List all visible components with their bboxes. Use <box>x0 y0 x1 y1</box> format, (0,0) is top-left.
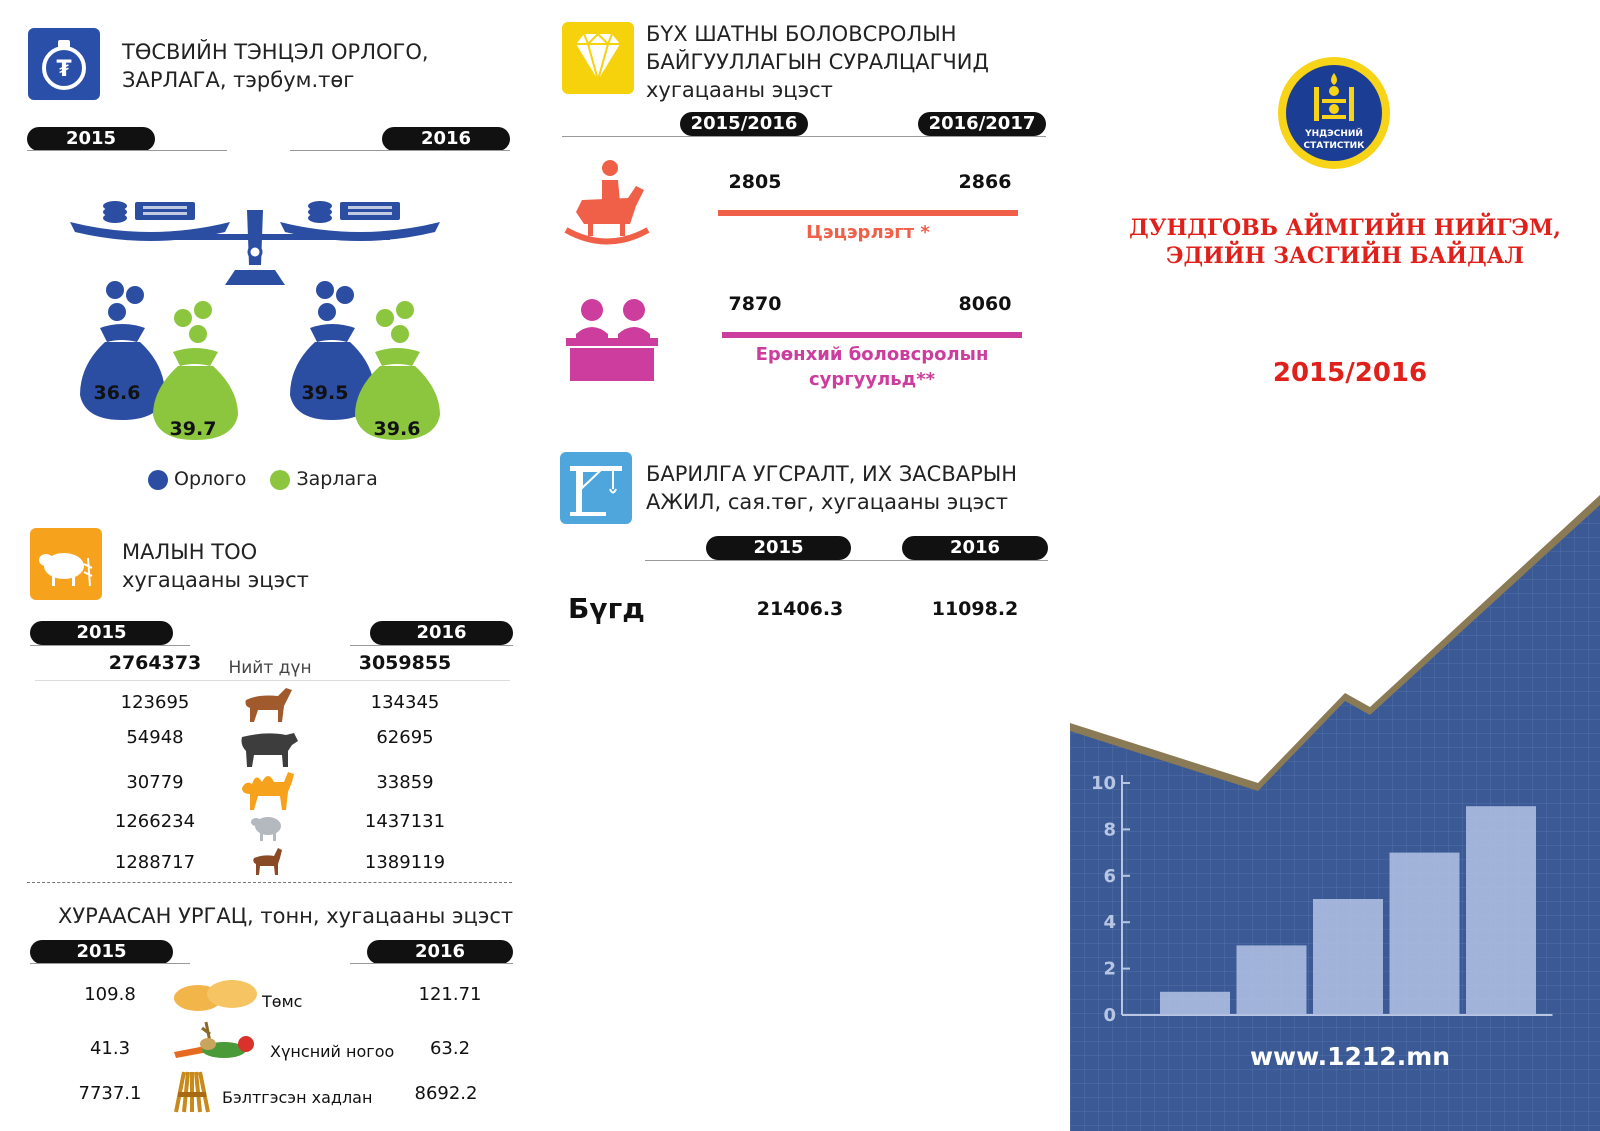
sheep-value-2016: 1437131 <box>364 811 446 832</box>
harvest-rule-left <box>30 963 190 964</box>
soyombo-icon <box>1308 71 1360 123</box>
cattle-icon <box>236 727 302 769</box>
livestock-rule-right <box>350 645 513 646</box>
livestock-year-2015: 2015 <box>30 621 173 645</box>
camel-icon <box>238 766 300 812</box>
potato-value-2016: 121.71 <box>418 984 482 1005</box>
cover-title-line1: ДУНДГОВЬ АЙМГИЙН НИЙГЭМ, <box>1129 215 1561 241</box>
livestock-total-label: Нийт дүн <box>228 658 312 678</box>
construction-section-icon <box>560 452 632 524</box>
goat-icon <box>250 846 286 876</box>
income-value-2016: 39.5 <box>301 382 349 404</box>
livestock-title-line1: МАЛЫН ТОО <box>122 540 258 564</box>
cover-chart-panel <box>1070 495 1600 1131</box>
cover-title <box>1090 214 1600 270</box>
cover-website[interactable]: www.1212.mn <box>1249 1042 1451 1071</box>
livestock-dashed-divider <box>27 882 512 883</box>
logo-text-line2: СТАТИСТИК <box>1303 141 1365 151</box>
expense-value-2015: 39.7 <box>169 418 217 440</box>
kindergarten-value-2: 2866 <box>958 171 1012 193</box>
livestock-total-rule <box>35 680 510 681</box>
education-year-2: 2016/2017 <box>918 112 1046 136</box>
potato-value-2015: 109.8 <box>84 984 136 1005</box>
budget-year-2016: 2016 <box>382 127 510 151</box>
cattle-value-2016: 62695 <box>376 727 434 748</box>
sheep-icon <box>250 812 286 842</box>
budget-title-line2: ЗАРЛАГА, тэрбум.төг <box>122 68 355 92</box>
school-label <box>722 342 1022 392</box>
hay-label: Бэлтгэсэн хадлан <box>222 1088 373 1107</box>
livestock-title-line2: хугацааны эцэст <box>122 568 309 592</box>
construction-row-label: Бүгд <box>568 592 645 625</box>
education-title-line2: БАЙГУУЛЛАГЫН СУРАЛЦАГЧИД <box>646 50 989 74</box>
horse-value-2015: 123695 <box>120 692 190 713</box>
sheep-value-2015: 1266234 <box>114 811 196 832</box>
construction-rule <box>645 560 1048 561</box>
hay-icon <box>170 1068 214 1114</box>
school-bar <box>722 332 1022 338</box>
legend-expense-label: Зарлага <box>296 468 378 490</box>
education-title <box>646 20 989 104</box>
budget-rule-right <box>290 150 510 151</box>
goat-value-2015: 1288717 <box>114 852 196 873</box>
income-value-2015: 36.6 <box>93 382 141 404</box>
chart-bar <box>1237 945 1307 1015</box>
chart-y-tick-label: 6 <box>1103 865 1116 887</box>
kindergarten-bar <box>718 210 1018 216</box>
svg-text:₮: ₮ <box>56 57 72 82</box>
budget-rule-left <box>27 150 227 151</box>
potato-icon <box>172 976 260 1014</box>
budget-title <box>122 38 429 94</box>
education-section-icon <box>562 22 634 94</box>
school-label-line2: сургуульд** <box>808 369 936 390</box>
livestock-total-2015: 2764373 <box>108 652 202 674</box>
expense-legend-icon <box>270 470 290 490</box>
construction-title-line1: БАРИЛГА УГСРАЛТ, ИХ ЗАСВАРЫН <box>646 462 1018 486</box>
camel-value-2016: 33859 <box>376 772 434 793</box>
horse-value-2016: 134345 <box>370 692 440 713</box>
livestock-total-2016: 3059855 <box>358 652 452 674</box>
school-value-1: 7870 <box>728 293 782 315</box>
budget-legend <box>148 468 378 490</box>
chart-y-tick-label: 4 <box>1103 912 1116 934</box>
vegetables-icon <box>166 1014 260 1064</box>
chart-bar <box>1466 806 1536 1015</box>
cover-period: 2015/2016 <box>1272 358 1428 388</box>
construction-value-2015: 21406.3 <box>756 598 844 620</box>
potato-label: Төмс <box>262 992 303 1011</box>
education-year-1: 2015/2016 <box>680 112 808 136</box>
education-rule <box>562 136 1046 137</box>
chart-bar <box>1390 853 1460 1015</box>
horse-icon <box>238 684 300 724</box>
school-label-line1: Ерөнхий боловсролын <box>755 344 989 365</box>
budget-year-2015: 2015 <box>27 127 155 151</box>
education-title-line3: хугацааны эцэст <box>646 78 833 102</box>
budget-section-icon <box>28 28 100 100</box>
cattle-value-2015: 54948 <box>126 727 184 748</box>
harvest-year-2015: 2015 <box>30 940 173 964</box>
construction-title <box>646 460 1017 516</box>
harvest-title: ХУРААСАН УРГАЦ, тонн, хугацааны эцэст <box>58 904 514 928</box>
chart-y-tick-label: 8 <box>1103 819 1116 841</box>
kindergarten-label: Цэцэрлэгт * <box>806 222 930 243</box>
harvest-year-2016: 2016 <box>367 940 513 964</box>
chart-bar <box>1160 992 1230 1015</box>
budget-title-line1: ТӨСВИЙН ТЭНЦЭЛ ОРЛОГО, <box>122 40 429 64</box>
vegetables-label: Хүнсний ногоо <box>270 1042 395 1061</box>
school-students-icon <box>562 298 662 383</box>
construction-year-2016: 2016 <box>902 536 1048 560</box>
chart-y-tick-label: 2 <box>1103 958 1116 980</box>
construction-value-2016: 11098.2 <box>931 598 1019 620</box>
cover-logo <box>1278 57 1390 169</box>
chart-y-tick-label: 0 <box>1103 1005 1116 1026</box>
logo-text-line1: ҮНДЭСНИЙ <box>1305 129 1363 139</box>
cover-title-line2: ЭДИЙН ЗАСГИЙН БАЙДАЛ <box>1165 243 1524 269</box>
livestock-year-2016: 2016 <box>370 621 513 645</box>
vegetables-value-2015: 41.3 <box>89 1038 131 1059</box>
school-value-2: 8060 <box>958 293 1012 315</box>
livestock-title <box>122 538 309 594</box>
kindergarten-value-1: 2805 <box>728 171 782 193</box>
livestock-section-icon <box>30 528 102 600</box>
vegetables-value-2016: 63.2 <box>429 1038 471 1059</box>
construction-title-line2: АЖИЛ, сая.төг, хугацааны эцэст <box>646 490 1008 514</box>
livestock-rule-left <box>30 645 190 646</box>
education-title-line1: БҮХ ШАТНЫ БОЛОВСРОЛЫН <box>646 22 957 46</box>
hay-value-2016: 8692.2 <box>414 1083 478 1104</box>
income-legend-icon <box>148 470 168 490</box>
chart-bar <box>1313 899 1383 1015</box>
legend-income-label: Орлого <box>174 468 247 490</box>
goat-value-2016: 1389119 <box>364 852 446 873</box>
harvest-rule-right <box>350 963 513 964</box>
kindergarten-rocking-horse-icon <box>562 158 652 253</box>
chart-y-tick-label: 10 <box>1090 773 1116 794</box>
construction-year-2015: 2015 <box>706 536 851 560</box>
camel-value-2015: 30779 <box>126 772 184 793</box>
expense-value-2016: 39.6 <box>373 418 421 440</box>
hay-value-2015: 7737.1 <box>78 1083 142 1104</box>
